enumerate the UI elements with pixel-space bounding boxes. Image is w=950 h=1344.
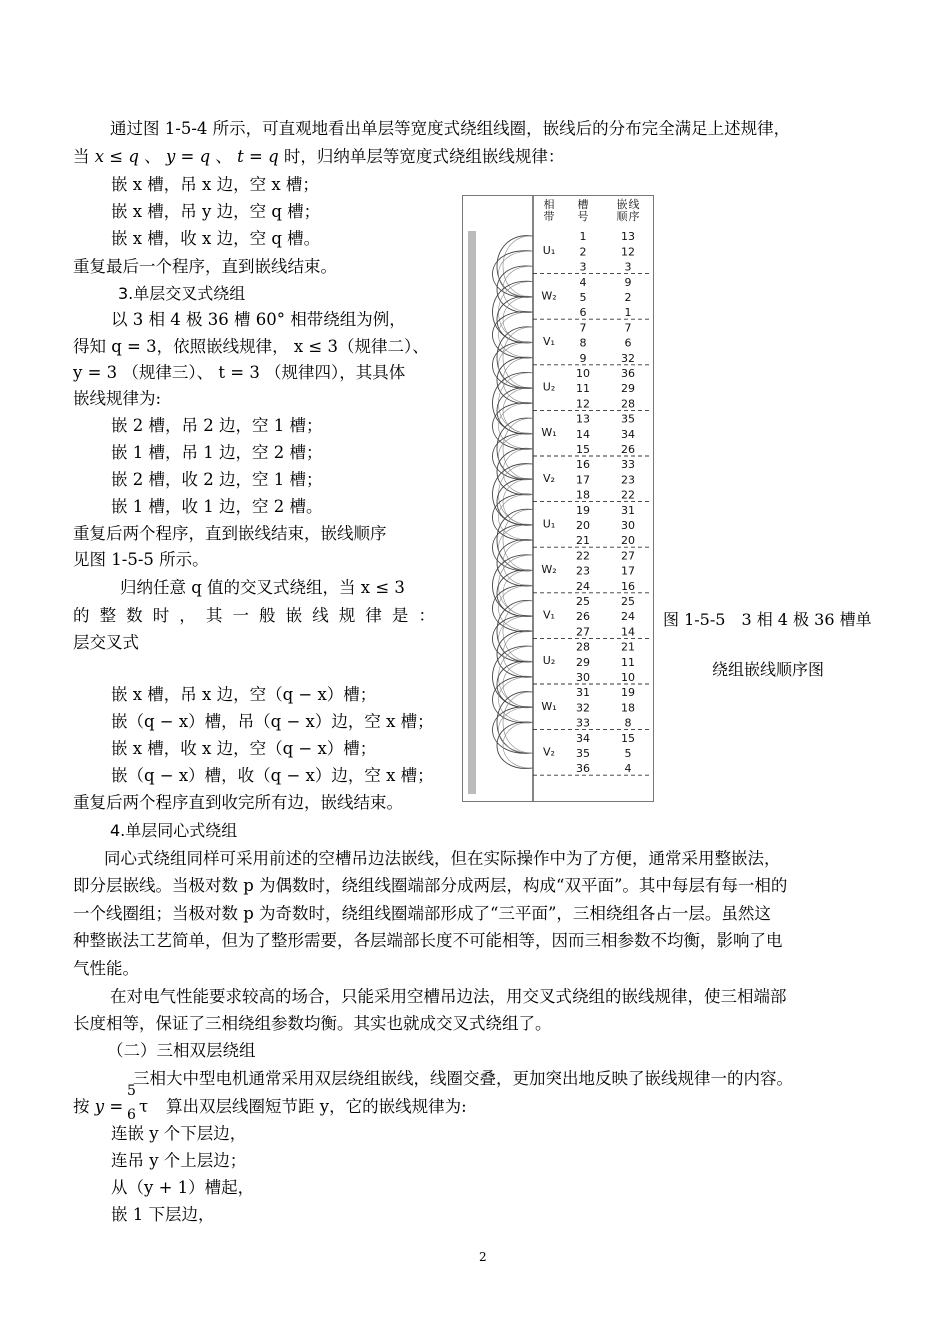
coil-arc bbox=[503, 449, 533, 495]
slot-number: 10 bbox=[576, 367, 590, 380]
coil-arc bbox=[503, 662, 533, 708]
slot-number: 31 bbox=[576, 686, 590, 700]
fraction-denominator: 6 bbox=[127, 1107, 136, 1123]
slot-number: 18 bbox=[576, 488, 590, 502]
embed-order: 17 bbox=[621, 564, 635, 578]
phase-label: V₂ bbox=[543, 471, 555, 485]
phase-label: U₁ bbox=[542, 243, 556, 257]
intro-line-1: 通过图 1-5-4 所示，可直观地看出单层等宽度式绕组线圈，嵌线后的分布完全满足上述规律， bbox=[110, 119, 791, 138]
embed-order: 16 bbox=[621, 579, 635, 593]
embed-order: 28 bbox=[621, 397, 635, 411]
embed-order: 6 bbox=[624, 336, 632, 350]
phase-label: U₁ bbox=[542, 517, 556, 531]
double-layer-rule-3: 从（y + 1）槽起， bbox=[111, 1178, 255, 1197]
slot-number: 25 bbox=[576, 595, 590, 608]
coil-arc bbox=[503, 388, 533, 434]
slot-number: 34 bbox=[576, 731, 590, 745]
phase-label: U₂ bbox=[542, 380, 556, 394]
header-char: 相 bbox=[543, 198, 555, 211]
phase-label: U₂ bbox=[542, 654, 556, 668]
section3-p2: 得知 q = 3，依照嵌线规律， x ≤ 3（规律二）、 bbox=[73, 337, 429, 356]
section3-p8: 的 整 数 时 ， 其 一 般 嵌 线 规 律 是 ： bbox=[73, 606, 435, 625]
coil-arc bbox=[503, 631, 533, 677]
embed-order: 27 bbox=[621, 549, 635, 563]
figure-caption-line-2: 绕组嵌线顺序图 bbox=[712, 660, 825, 679]
section3-p5: 重复后两个程序，直到嵌线结束，嵌线顺序 bbox=[73, 524, 387, 543]
embed-order: 19 bbox=[621, 686, 635, 700]
embed-order: 11 bbox=[621, 655, 635, 669]
embed-order: 21 bbox=[621, 640, 635, 654]
slot-number: 33 bbox=[576, 716, 590, 730]
slot-number: 19 bbox=[576, 503, 590, 517]
coil-arc bbox=[503, 297, 533, 343]
slot-number: 7 bbox=[579, 321, 587, 335]
slot-number: 11 bbox=[576, 382, 590, 396]
phase-label: W₂ bbox=[541, 563, 557, 577]
embed-order: 1 bbox=[624, 306, 632, 320]
section4-line-6: 在对电气性能要求较高的场合，只能采用空槽吊边法，用交叉式绕组的嵌线规律，使三相端部 bbox=[110, 987, 787, 1006]
section3-rule-4: 嵌 1 槽，收 1 边，空 2 槽。 bbox=[111, 497, 323, 516]
embed-order: 7 bbox=[624, 321, 632, 335]
slot-number: 21 bbox=[576, 534, 590, 548]
phase-label: W₁ bbox=[541, 699, 557, 713]
slot-number: 14 bbox=[576, 427, 590, 441]
coil-arc bbox=[503, 266, 533, 312]
section4-line-7: 长度相等，保证了三相绕组参数均衡。其实也就成交叉式绕组了。 bbox=[73, 1014, 552, 1033]
general-rule-3: 嵌 x 槽，收 x 边，空（q − x）槽； bbox=[111, 739, 377, 758]
embed-order: 29 bbox=[621, 382, 635, 396]
embed-order: 30 bbox=[621, 519, 635, 532]
embed-order: 13 bbox=[621, 230, 635, 244]
section3-rule-2: 嵌 1 槽，吊 1 边，空 2 槽； bbox=[111, 443, 323, 462]
embed-order: 20 bbox=[621, 534, 635, 548]
section3-p3: y = 3 （规律三）、 t = 3 （规律四），其具体 bbox=[73, 363, 406, 382]
slot-number: 1 bbox=[579, 230, 587, 244]
embed-order: 14 bbox=[621, 625, 635, 639]
section3-p6: 见图 1-5-5 所示。 bbox=[73, 550, 209, 569]
slot-number: 9 bbox=[579, 351, 587, 365]
embed-order: 36 bbox=[621, 367, 635, 380]
coil-arc bbox=[503, 358, 533, 404]
section3-p9: 层交叉式 bbox=[73, 633, 139, 652]
slot-number: 6 bbox=[579, 306, 587, 320]
double-layer-heading: （二）三相双层绕组 bbox=[107, 1041, 256, 1060]
section3-p4: 嵌线规律为: bbox=[73, 389, 162, 408]
section4-line-4: 种整嵌法工艺简单，但为了整形需要，各层端部长度不可能相等，因而三相参数不均衡，影响了电 bbox=[73, 931, 783, 950]
header-char: 槽 bbox=[577, 198, 589, 211]
slot-number: 35 bbox=[576, 747, 590, 760]
slot-number: 3 bbox=[579, 260, 587, 274]
embed-order: 22 bbox=[621, 488, 635, 502]
section3-p10: 重复后两个程序直到收完所有边，嵌线结束。 bbox=[73, 793, 403, 812]
section4-line-3: 一个线圈组；当极对数 p 为奇数时，绕组线圈端部形成了“三平面”，三相绕组各占一层。虽然这 bbox=[73, 904, 771, 923]
embed-order: 35 bbox=[621, 412, 635, 426]
phase-label: V₂ bbox=[543, 745, 555, 759]
slot-number: 27 bbox=[576, 625, 590, 639]
section4-line-2: 即分层嵌线。当极对数 p 为偶数时，绕组线圈端部分成两层，构成“双平面”。其中每层有每一相的 bbox=[73, 876, 788, 895]
embed-order: 5 bbox=[624, 747, 632, 760]
slot-number: 29 bbox=[576, 655, 590, 669]
embed-order: 23 bbox=[621, 473, 635, 487]
embed-order: 34 bbox=[621, 427, 635, 441]
slot-number: 36 bbox=[576, 762, 590, 776]
embed-order: 25 bbox=[621, 595, 635, 608]
section3-heading: 3.单层交叉式绕组 bbox=[118, 284, 246, 303]
embed-order: 24 bbox=[621, 610, 635, 624]
tau-symbol: τ bbox=[139, 1097, 149, 1116]
slot-number: 26 bbox=[576, 610, 590, 624]
double-layer-rule-2: 连吊 y 个上层边； bbox=[111, 1151, 247, 1170]
phase-label: W₂ bbox=[541, 289, 557, 303]
slot-number: 20 bbox=[576, 519, 590, 532]
rule-line-2: 嵌 x 槽，吊 y 边，空 q 槽； bbox=[111, 202, 321, 221]
embed-order: 9 bbox=[624, 275, 632, 289]
coil-arc bbox=[503, 479, 533, 525]
slot-number: 28 bbox=[576, 640, 590, 654]
phase-label: W₁ bbox=[541, 426, 557, 440]
embed-order: 12 bbox=[621, 245, 635, 259]
page-number: 2 bbox=[479, 1250, 487, 1264]
general-rule-4: 嵌（q − x）槽，收（q − x）边，空 x 槽； bbox=[111, 766, 434, 785]
winding-order-figure bbox=[462, 195, 654, 802]
header-char: 带 bbox=[543, 210, 555, 223]
repeat-line: 重复最后一个程序，直到嵌线结束。 bbox=[73, 257, 337, 276]
phase-label: V₁ bbox=[543, 608, 555, 622]
coil-arc bbox=[503, 722, 533, 768]
double-layer-line-1: 三相大中型电机通常采用双层绕组嵌线，线圈交叠，更加突出地反映了嵌线规律一的内容。 bbox=[133, 1069, 793, 1088]
header-char: 号 bbox=[577, 210, 589, 223]
double-layer-line-2: 按 y = bbox=[73, 1097, 124, 1116]
slot-number: 30 bbox=[576, 671, 590, 684]
slot-number: 13 bbox=[576, 412, 590, 426]
section4-heading: 4.单层同心式绕组 bbox=[110, 821, 238, 840]
section3-rule-3: 嵌 2 槽，收 2 边，空 1 槽； bbox=[111, 470, 323, 489]
slot-number: 5 bbox=[579, 291, 587, 304]
embed-order: 10 bbox=[621, 671, 635, 684]
slot-number: 2 bbox=[579, 245, 587, 259]
rule-line-3: 嵌 x 槽，收 x 边，空 q 槽。 bbox=[111, 229, 321, 248]
double-layer-line-2-rest: 算出双层线圈短节距 y，它的嵌线规律为: bbox=[166, 1097, 467, 1116]
intro-line-2: 当 x ≤ q 、 y = q 、 t = q 时，归纳单层等宽度式绕组嵌线规律： bbox=[73, 147, 565, 166]
embed-order: 18 bbox=[621, 701, 635, 715]
section4-line-1: 同心式绕组同样可采用前述的空槽吊边法嵌线，但在实际操作中为了方便，通常采用整嵌法， bbox=[104, 849, 781, 868]
header-char: 线 bbox=[628, 198, 640, 211]
slot-number: 17 bbox=[576, 473, 590, 487]
slot-number: 12 bbox=[576, 397, 590, 411]
double-layer-rule-4: 嵌 1 下层边， bbox=[111, 1205, 215, 1224]
fraction-numerator: 5 bbox=[127, 1083, 136, 1099]
slot-number: 23 bbox=[576, 564, 590, 578]
coil-arc bbox=[497, 722, 533, 768]
embed-order: 15 bbox=[621, 731, 635, 745]
slot-number: 24 bbox=[576, 579, 590, 593]
embed-order: 8 bbox=[624, 716, 632, 730]
embed-order: 3 bbox=[624, 260, 632, 274]
slot-number: 32 bbox=[576, 701, 590, 715]
embed-order: 32 bbox=[621, 351, 635, 365]
rule-line-1: 嵌 x 槽，吊 x 边，空 x 槽； bbox=[111, 175, 319, 194]
figure-caption-line-1: 图 1-5-5 3 相 4 极 36 槽单 bbox=[663, 610, 872, 629]
embed-order: 33 bbox=[621, 458, 635, 472]
embed-order: 31 bbox=[621, 503, 635, 517]
slot-number: 16 bbox=[576, 458, 590, 472]
winding-diagram bbox=[463, 196, 653, 801]
header-char: 嵌 bbox=[616, 198, 628, 211]
general-rule-1: 嵌 x 槽，吊 x 边，空（q − x）槽； bbox=[111, 685, 377, 704]
embed-order: 26 bbox=[621, 443, 635, 456]
embed-order: 4 bbox=[624, 762, 632, 776]
general-rule-2: 嵌（q − x）槽，吊（q − x）边，空 x 槽； bbox=[111, 712, 434, 731]
embed-order: 2 bbox=[624, 291, 632, 304]
slot-number: 8 bbox=[579, 336, 587, 350]
slot-number: 15 bbox=[576, 443, 590, 456]
header-char: 序 bbox=[628, 210, 640, 223]
section3-p7: 归纳任意 q 值的交叉式绕组，当 x ≤ 3 bbox=[120, 578, 405, 597]
phase-label: V₁ bbox=[543, 335, 555, 349]
coil-arc bbox=[503, 540, 533, 586]
section4-line-5: 气性能。 bbox=[73, 959, 139, 978]
header-char: 顺 bbox=[616, 210, 628, 223]
section3-p1: 以 3 相 4 极 36 槽 60° 相带绕组为例， bbox=[111, 310, 406, 329]
coil-arc bbox=[503, 570, 533, 616]
slot-number: 22 bbox=[576, 549, 590, 563]
section3-rule-1: 嵌 2 槽，吊 2 边，空 1 槽； bbox=[111, 416, 323, 435]
double-layer-rule-1: 连嵌 y 个下层边， bbox=[111, 1124, 247, 1143]
slot-number: 4 bbox=[579, 275, 587, 289]
